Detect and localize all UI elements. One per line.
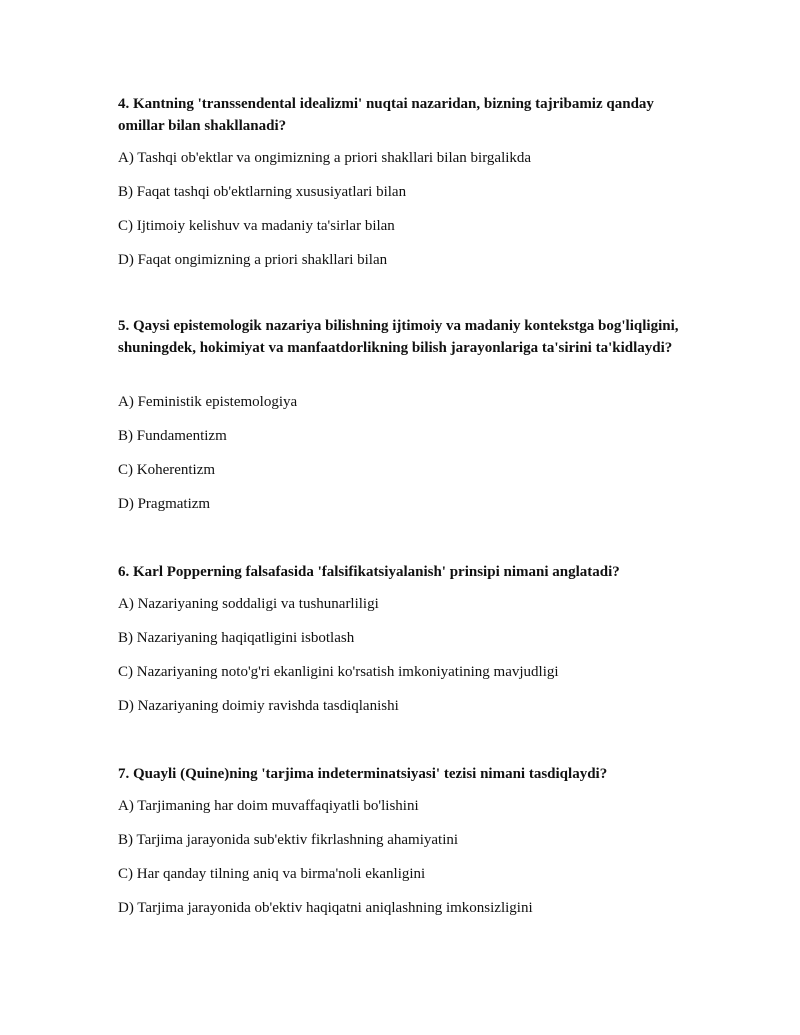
option-6c: C) Nazariyaning noto'g'ri ekanligini ko'rsatish imkoniyatining mavjudligi [118,664,559,680]
question-block-6 [118,561,698,714]
option-5a: A) Feministik epistemologiya [118,394,298,410]
question-text-7: 7. Quayli (Quine)ning 'tarjima indeterminatsiyasi' tezisi nimani tasdiqlaydi? [118,766,608,782]
option-6a: A) Nazariyaning soddaligi va tushunarliligi [118,596,379,612]
question-block-5 [118,315,698,512]
question-text-5: 5. Qaysi epistemologik nazariya bilishning ijtimoiy va madaniy kontekstga bog'liqligini, shuningdek, hokimiyat va manfaatdorlikning bilish jarayonlariga ta'sirini ta'kidlaydi? [118,318,679,356]
option-4b: B) Faqat tashqi ob'ektlarning xususiyatlari bilan [118,184,407,200]
question-text-6: 6. Karl Popperning falsafasida 'falsifikatsiyalanish' prinsipi nimani anglatadi? [118,564,620,580]
option-4d: D) Faqat ongimizning a priori shakllari bilan [118,252,388,268]
option-4c: C) Ijtimoiy kelishuv va madaniy ta'sirlar bilan [118,218,395,234]
option-7c: C) Har qanday tilning aniq va birma'noli ekanligini [118,866,426,882]
option-6b: B) Nazariyaning haqiqatligini isbotlash [118,630,355,646]
question-block-4 [118,93,698,268]
question-text-4: 4. Kantning 'transsendental idealizmi' nuqtai nazaridan, bizning tajribamiz qanday omillar bilan shakllanadi? [118,96,654,134]
option-6d: D) Nazariyaning doimiy ravishda tasdiqlanishi [118,698,399,714]
option-4a: A) Tashqi ob'ektlar va ongimizning a priori shakllari bilan birgalikda [118,150,532,166]
option-7d: D) Tarjima jarayonida ob'ektiv haqiqatni aniqlashning imkonsizligini [118,900,533,916]
option-5b: B) Fundamentizm [118,428,227,444]
option-5c: C) Koherentizm [118,462,216,478]
option-7b: B) Tarjima jarayonida sub'ektiv fikrlashning ahamiyatini [118,832,459,848]
option-5d: D) Pragmatizm [118,496,211,512]
question-block-7 [118,763,698,916]
option-7a: A) Tarjimaning har doim muvaffaqiyatli bo'lishini [118,798,419,814]
